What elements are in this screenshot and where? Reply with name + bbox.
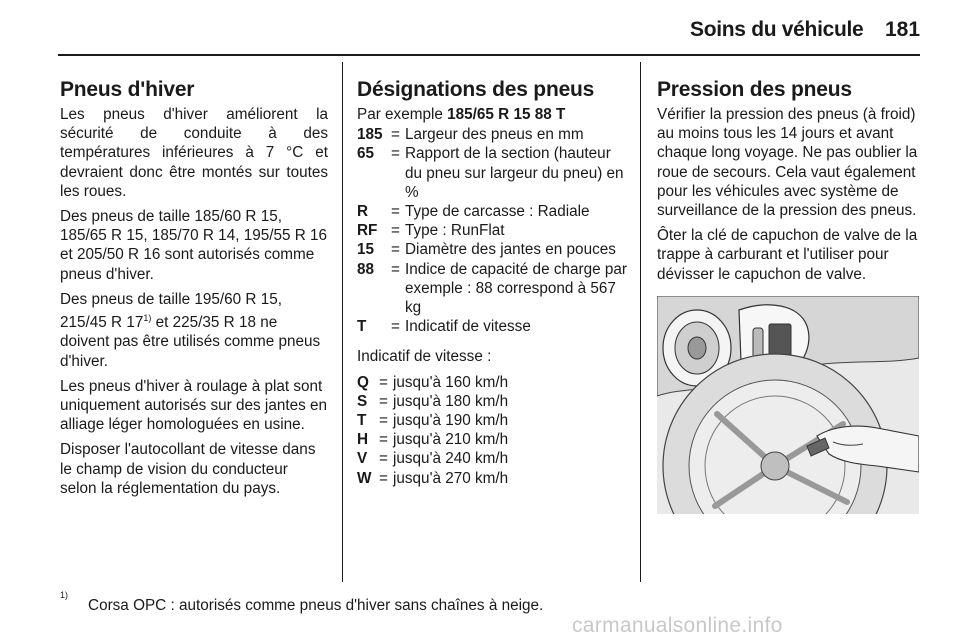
def-eq: =: [391, 241, 400, 259]
def-eq: =: [391, 203, 400, 221]
def-text: Largeur des pneus en mm: [405, 126, 584, 144]
section-heading: Désignations des pneus: [357, 78, 595, 101]
def-text: Indice de capacité de charge par exemple : 88 correspond à 567 kg: [405, 260, 627, 317]
def-eq: =: [379, 373, 388, 391]
illustration-image: [657, 296, 919, 514]
tyre-designations-section: [357, 78, 627, 488]
def-eq: =: [379, 412, 388, 430]
winter-tyres-section: [60, 78, 328, 504]
page-number: 181: [885, 18, 921, 41]
def-eq: =: [391, 260, 400, 278]
list-item: [357, 221, 627, 240]
def-eq: =: [391, 318, 400, 336]
def-key: T: [357, 412, 367, 430]
header-divider: [58, 54, 920, 56]
def-key: Q: [357, 373, 369, 391]
section-title: Soins du véhicule: [690, 18, 864, 41]
def-text: Indicatif de vitesse: [405, 318, 531, 336]
def-key: T: [357, 318, 367, 336]
paragraph: Les pneus d'hiver à roulage à plat sont uniquement autorisés sur des jantes en alliage léger homologuées en usine.: [60, 377, 328, 434]
list-item: [357, 449, 627, 468]
list-item: [357, 373, 627, 392]
valve-cap-illustration: [657, 296, 919, 514]
def-key: H: [357, 431, 369, 449]
paragraph: [60, 290, 328, 371]
def-key: RF: [357, 222, 378, 240]
def-key: 15: [357, 241, 375, 259]
def-text: Type : RunFlat: [405, 222, 505, 240]
def-key: V: [357, 450, 368, 468]
footnote-text: Corsa OPC : autorisés comme pneus d'hiver sans chaînes à neige.: [88, 597, 544, 615]
def-eq: =: [379, 469, 388, 487]
def-key: S: [357, 392, 368, 410]
footnote-reference: 1): [143, 313, 152, 324]
def-text: jusqu'à 160 km/h: [393, 373, 509, 391]
def-eq: =: [391, 126, 400, 144]
def-text: Rapport de la section (hauteur du pneu sur largeur du pneu) en %: [405, 145, 624, 201]
list-item: [357, 411, 627, 430]
tyre-pressure-section: [657, 78, 921, 290]
footnote-marker: 1): [60, 590, 69, 600]
def-text: jusqu'à 240 km/h: [393, 450, 509, 468]
footnote: [60, 592, 543, 615]
def-key: 185: [357, 126, 383, 144]
def-text: jusqu'à 270 km/h: [393, 469, 509, 487]
list-item: [357, 202, 627, 221]
paragraph: Disposer l'autocollant de vitesse dans le champ de vision du conducteur selon la réglementation du pays.: [60, 441, 316, 497]
list-item: [357, 392, 627, 411]
list-item: [357, 125, 627, 144]
paragraph-text: Des pneus de taille 195/60 R 15, 215/45 R 17: [60, 290, 282, 332]
def-eq: =: [391, 222, 400, 240]
page-header: [0, 0, 960, 58]
paragraph: Vérifier la pression des pneus (à froid) au moins tous les 14 jours et avant chaque long voyage. Ne pas oublier la roue de secours. Cela vaut également pour les véhicules avec système de surveillance de la pression des pneus.: [657, 106, 918, 220]
def-text: jusqu'à 180 km/h: [393, 392, 509, 410]
column-divider: [342, 62, 343, 582]
def-eq: =: [379, 431, 388, 449]
example-line: [357, 105, 627, 124]
def-text: Diamètre des jantes en pouces: [405, 241, 616, 259]
list-item: [357, 240, 627, 259]
list-item: [357, 144, 627, 202]
def-key: 88: [357, 260, 375, 278]
list-item: [357, 260, 627, 318]
example-prefix: Par exemple: [357, 106, 448, 123]
paragraph-text: et 225/35 R 18 ne doivent pas être utilisés comme pneus d'hiver.: [60, 314, 321, 370]
def-eq: =: [379, 450, 388, 468]
def-text: Type de carcasse : Radiale: [405, 203, 590, 221]
list-item: [357, 430, 627, 449]
section-heading: Pneus d'hiver: [60, 78, 195, 101]
paragraph: Des pneus de taille 185/60 R 15, 185/65 R 15, 185/70 R 14, 195/55 R 16 et 205/50 R 16 sont autorisés comme pneus d'hiver.: [60, 208, 328, 283]
def-key: R: [357, 203, 369, 221]
column-divider: [640, 62, 641, 582]
paragraph: Ôter la clé de capuchon de valve de la trappe à carburant et l'utiliser pour dévisser le capuchon de valve.: [657, 227, 918, 283]
speed-index-heading: Indicatif de vitesse :: [357, 348, 492, 366]
def-eq: =: [379, 392, 388, 410]
watermark: carmanualsonline.info: [572, 614, 783, 637]
designation-list: [357, 125, 627, 336]
speed-index-list: [357, 373, 627, 488]
example-value: 185/65 R 15 88 T: [447, 106, 566, 123]
def-key: 65: [357, 145, 375, 163]
section-heading: Pression des pneus: [657, 78, 852, 101]
def-text: jusqu'à 190 km/h: [393, 412, 509, 430]
def-eq: =: [391, 145, 400, 163]
list-item: [357, 469, 627, 488]
def-key: W: [357, 469, 372, 487]
paragraph: Les pneus d'hiver améliorent la sécurité de conduite à des températures inférieures à 7 °C et devraient donc être montés sur toutes les roues.: [60, 106, 328, 200]
list-item: [357, 317, 627, 336]
def-text: jusqu'à 210 km/h: [393, 431, 509, 449]
